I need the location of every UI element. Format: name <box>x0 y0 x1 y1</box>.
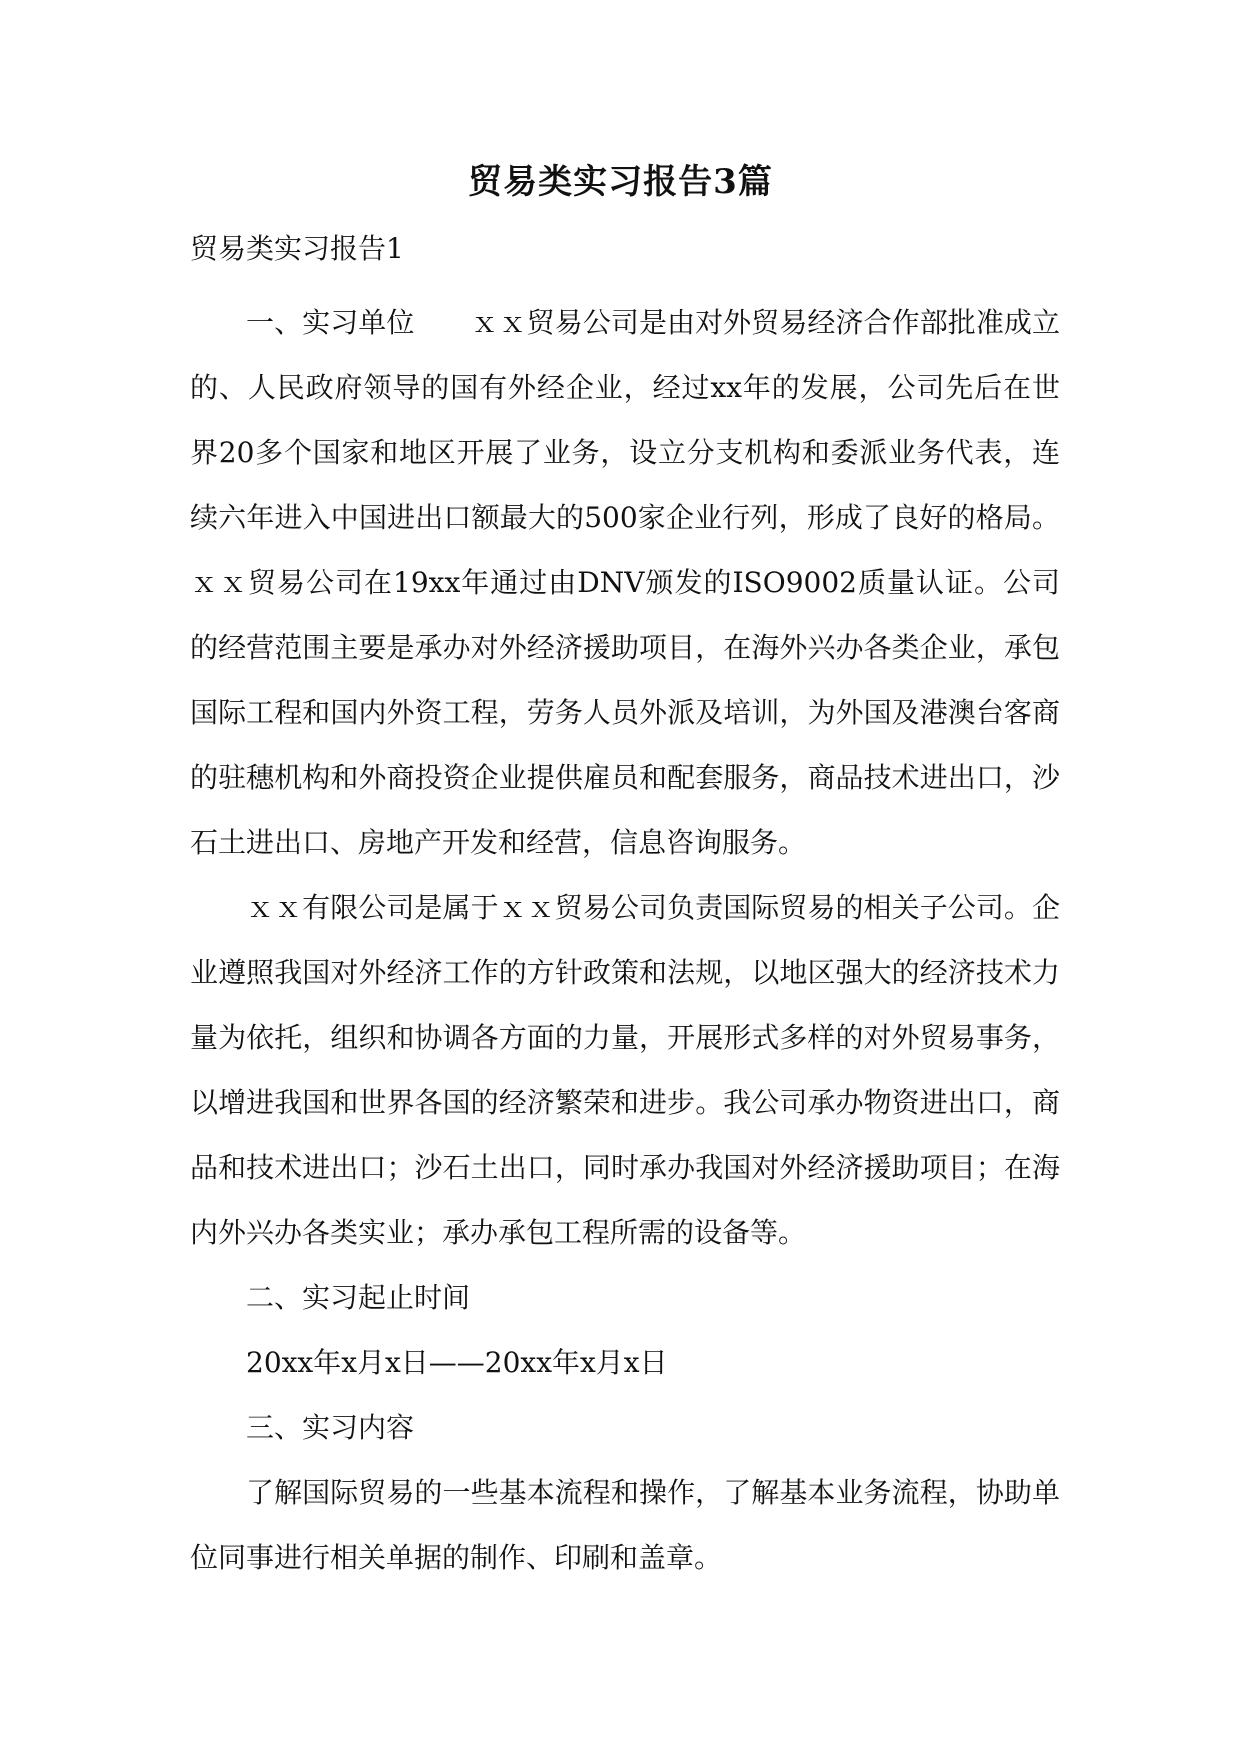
document-body <box>190 290 1060 1590</box>
section-heading-unit: 一、实习单位 <box>246 306 415 339</box>
unit-description: ｘｘ贸易公司是由对外贸易经济合作部批准成立的、人民政府领导的国有外经企业，经过xx年的发展，公司先后在世界20多个国家和地区开展了业务，设立分支机构和委派业务代表，连续六年进入中国进出口额最大的500家企业行列，形成了良好的格局。ｘｘ贸易公司在19xx年通过由DNV颁发的ISO9002质量认证。公司的经营范围主要是承办对外经济援助项目，在海外兴办各类企业，承包国际工程和国内外资工程，劳务人员外派及培训，为外国及港澳台客商的驻穗机构和外商投资企业提供雇员和配套服务，商品技术进出口，沙石土进出口、房地产开发和经营，信息咨询服务。 <box>190 306 1060 859</box>
report-subtitle: 贸易类实习报告1 <box>190 232 404 265</box>
paragraph-content: 了解国际贸易的一些基本流程和操作，了解基本业务流程，协助单位同事进行相关单据的制作、印刷和盖章。 <box>190 1476 1060 1574</box>
section-heading-period: 二、实习起止时间 <box>246 1281 471 1314</box>
paragraph-subsidiary: ｘｘ有限公司是属于ｘｘ贸易公司负责国际贸易的相关子公司。企业遵照我国对外经济工作的方针政策和法规，以地区强大的经济技术力量为依托，组织和协调各方面的力量，开展形式多样的对外贸易事务，以增进我国和世界各国的经济繁荣和进步。我公司承办物资进出口，商品和技术进出口；沙石土出口，同时承办我国对外经济援助项目；在海内外兴办各类实业；承办承包工程所需的设备等。 <box>190 891 1060 1249</box>
document-title: 贸易类实习报告3篇 <box>468 162 773 202</box>
internship-dates: 20xx年x月x日——20xx年x月x日 <box>246 1346 668 1379</box>
paragraph-internship-unit <box>190 290 1060 875</box>
section-heading-content: 三、实习内容 <box>246 1411 415 1444</box>
